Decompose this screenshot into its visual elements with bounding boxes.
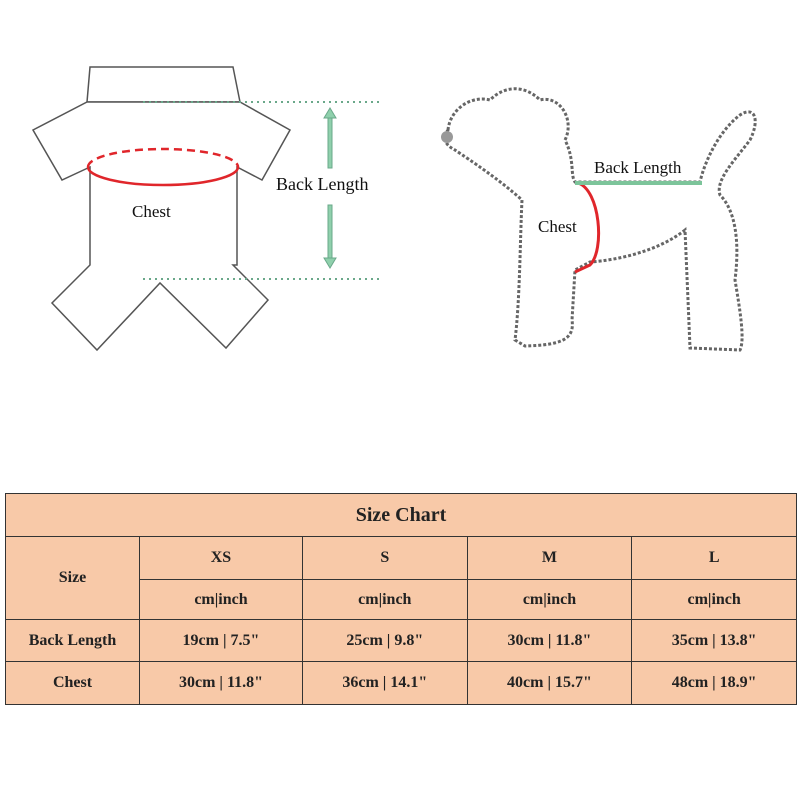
cell: 30cm | 11.8"	[140, 662, 303, 705]
size-m: M	[467, 537, 632, 580]
garment-chest-label: Chest	[132, 202, 171, 221]
cell: 19cm | 7.5"	[140, 620, 303, 662]
size-s: S	[302, 537, 467, 580]
dog-chest-label: Chest	[538, 217, 577, 236]
size-header: Size	[6, 537, 140, 620]
dog-outline	[445, 89, 755, 350]
size-chart-table	[5, 493, 797, 705]
table-row-chest	[6, 662, 797, 705]
unit-s: cm|inch	[302, 580, 467, 620]
cell: 48cm | 18.9"	[632, 662, 797, 705]
cell: 40cm | 15.7"	[467, 662, 632, 705]
dog-back-length-label: Back Length	[594, 158, 682, 177]
row-label: Chest	[6, 662, 140, 705]
cell: 36cm | 14.1"	[302, 662, 467, 705]
cell: 25cm | 9.8"	[302, 620, 467, 662]
unit-m: cm|inch	[467, 580, 632, 620]
garment-back-length-label: Back Length	[276, 174, 369, 194]
size-l: L	[632, 537, 797, 580]
unit-xs: cm|inch	[140, 580, 303, 620]
unit-l: cm|inch	[632, 580, 797, 620]
cell: 30cm | 11.8"	[467, 620, 632, 662]
dog-chest-line	[575, 183, 599, 272]
cell: 35cm | 13.8"	[632, 620, 797, 662]
size-xs: XS	[140, 537, 303, 580]
row-label: Back Length	[6, 620, 140, 662]
dog-nose-icon	[441, 131, 453, 143]
size-chart-title: Size Chart	[6, 494, 797, 537]
table-row-back-length	[6, 620, 797, 662]
